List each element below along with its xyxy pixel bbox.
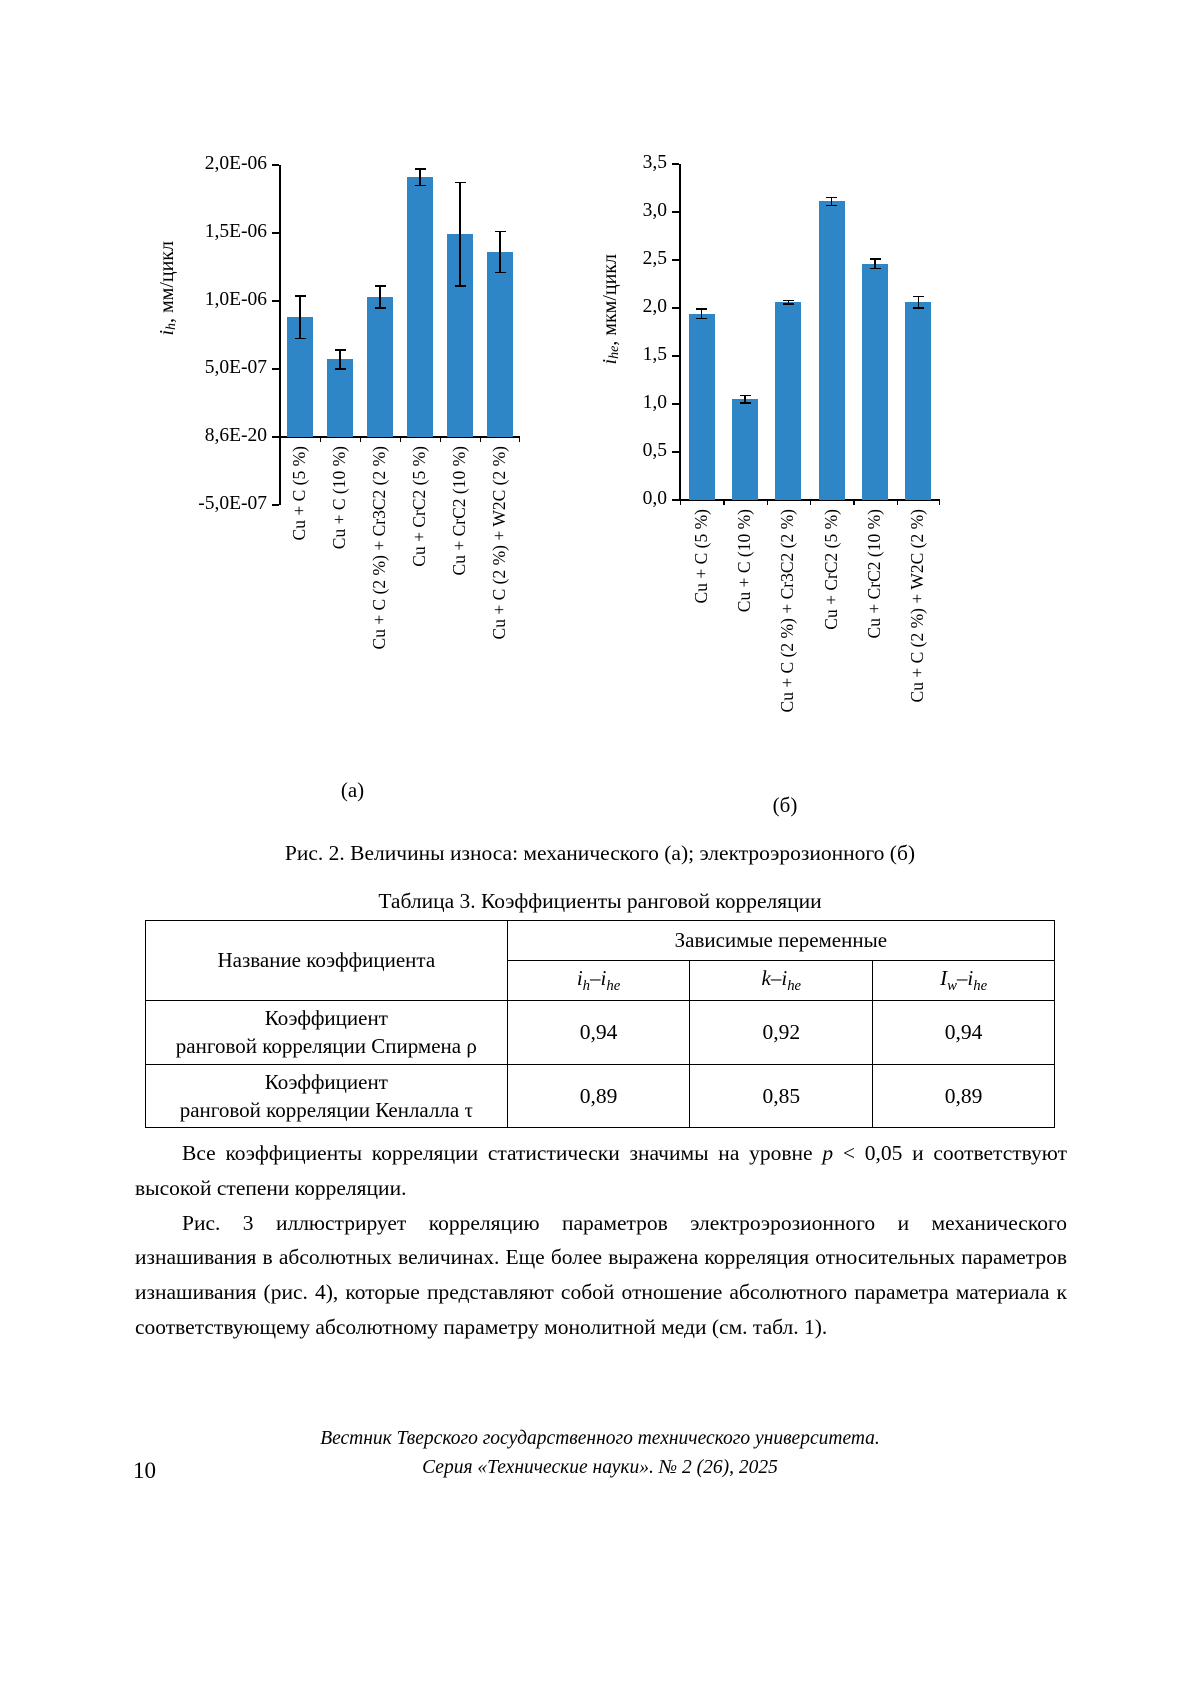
coefficient-name: Коэффициент ранговой корреляции Спирмена ρ xyxy=(146,1001,508,1065)
y-tick-label: 2,0 xyxy=(642,296,667,317)
error-bar-cap xyxy=(375,307,386,309)
error-bar-cap xyxy=(696,308,707,310)
error-bar-cap xyxy=(335,368,346,370)
table-header-k-ihe: $k-i_{he}$ xyxy=(690,961,873,1001)
table-cell: 0,85 xyxy=(690,1064,873,1128)
table-cell: 0,94 xyxy=(507,1001,690,1065)
error-bar-cap xyxy=(495,231,506,233)
y-tick-mark xyxy=(672,259,679,260)
error-bar xyxy=(419,169,421,185)
error-bar-cap xyxy=(455,285,466,287)
error-bar-cap xyxy=(870,258,881,260)
table-row xyxy=(146,1064,1055,1128)
table-cell: 0,89 xyxy=(873,1064,1055,1128)
y-tick-mark xyxy=(272,300,279,301)
error-bar-cap xyxy=(335,349,346,351)
footer-line-2: Серия «Технические науки». № 2 (26), 2025 xyxy=(422,1457,778,1479)
bar xyxy=(732,399,758,500)
y-tick-label: 3,0 xyxy=(642,200,667,221)
error-bar-cap xyxy=(826,197,837,199)
error-bar xyxy=(499,232,501,273)
chart-mechanical-wear xyxy=(150,155,555,803)
bar xyxy=(327,359,353,437)
error-bar xyxy=(459,183,461,286)
y-tick-label: 2,5 xyxy=(642,248,667,269)
y-tick-label: 2,0E-06 xyxy=(204,153,267,174)
y-tick-label: 1,0 xyxy=(642,392,667,413)
footer-line-1: Вестник Тверского государственного технического университета. xyxy=(320,1428,880,1449)
x-tick-mark xyxy=(480,437,481,442)
category-label: Cu + C (5 %) xyxy=(690,509,711,604)
error-bar-cap xyxy=(826,205,837,207)
x-tick-mark xyxy=(723,500,724,505)
x-tick-mark xyxy=(400,437,401,442)
y-tick-mark xyxy=(272,436,279,437)
x-tick-mark xyxy=(680,500,681,505)
body-text xyxy=(135,1136,1067,1345)
error-bar-cap xyxy=(783,303,794,305)
error-bar-cap xyxy=(740,395,751,397)
bar xyxy=(407,177,433,437)
bar xyxy=(487,252,513,437)
y-axis-title: $i_h$, мм/цикл xyxy=(156,241,179,336)
bar xyxy=(905,302,931,500)
x-tick-mark xyxy=(519,437,520,442)
error-bar xyxy=(299,296,301,338)
chart-electroerosion-wear xyxy=(585,150,985,818)
table-cell: 0,94 xyxy=(873,1001,1055,1065)
error-bar-cap xyxy=(375,285,386,287)
error-bar-cap xyxy=(696,318,707,320)
y-tick-mark xyxy=(672,163,679,164)
plot-area xyxy=(280,165,520,650)
y-tick-mark xyxy=(272,164,279,165)
y-tick-label: 0,0 xyxy=(642,488,667,509)
paragraph-1: Все коэффициенты корреляции статистически значимы на уровне p < 0,05 и соответствуют высокой степени корреляции. xyxy=(135,1141,1067,1200)
y-tick-mark xyxy=(272,504,279,505)
error-bar-cap xyxy=(295,295,306,297)
table-header-iw-ihe: $I_w-i_{he}$ xyxy=(873,961,1055,1001)
x-tick-mark xyxy=(280,437,281,442)
error-bar-cap xyxy=(913,307,924,309)
coefficient-name: Коэффициент ранговой корреляции Кенлалла τ xyxy=(146,1064,508,1128)
y-tick-label: 0,5 xyxy=(642,440,667,461)
x-tick-mark xyxy=(897,500,898,505)
error-bar xyxy=(918,296,920,308)
category-label: Cu + C (2 %) + W2C (2 %) xyxy=(907,509,928,703)
category-label: Cu + CrC2 (10 %) xyxy=(864,509,884,639)
y-axis-line xyxy=(279,165,281,505)
y-tick-label: 5,0E-07 xyxy=(204,357,267,378)
y-tick-label: 3,5 xyxy=(642,152,667,173)
error-bar-cap xyxy=(295,338,306,340)
error-bar-cap xyxy=(455,182,466,184)
table-header-ih-ihe: $i_h-i_{he}$ xyxy=(507,961,690,1001)
error-bar-cap xyxy=(415,168,426,170)
y-tick-mark xyxy=(272,232,279,233)
correlation-table xyxy=(145,920,1055,1128)
category-label: Cu + C (10 %) xyxy=(329,446,349,550)
category-label: Cu + C (2 %) + Cr3C2 (2 %) xyxy=(777,509,798,713)
bar xyxy=(689,314,715,500)
figure-panel-label-a: (а) xyxy=(340,778,365,802)
bar xyxy=(775,302,801,500)
error-bar xyxy=(379,286,381,308)
category-label: Cu + C (2 %) + W2C (2 %) xyxy=(489,446,509,640)
error-bar xyxy=(339,350,341,369)
y-tick-mark xyxy=(672,403,679,404)
y-tick-label: 1,0E-06 xyxy=(204,289,267,310)
error-bar-cap xyxy=(415,185,426,187)
y-tick-mark xyxy=(672,451,679,452)
table-cell: 0,92 xyxy=(690,1001,873,1065)
y-tick-label: -5,0E-07 xyxy=(198,493,267,514)
table-caption: Таблица 3. Коэффициенты ранговой корреляции xyxy=(378,889,822,913)
x-tick-mark xyxy=(810,500,811,505)
table-row xyxy=(146,1001,1055,1065)
error-bar-cap xyxy=(913,296,924,298)
y-axis-line xyxy=(679,164,681,500)
x-tick-mark xyxy=(767,500,768,505)
table-header-group: Зависимые переменные xyxy=(507,921,1054,961)
error-bar-cap xyxy=(495,272,506,274)
y-tick-mark xyxy=(272,368,279,369)
paragraph-2: Рис. 3 иллюстрирует корреляцию параметров электроэрозионного и механического изнашивания в абсолютных величинах. Еще более выражена корреляция относительных параметров изнашивания (рис. 4), которые представляют собой отношение абсолютного параметра материала к соответствующему абсолютному параметру монолитной меди (см. табл. 1). xyxy=(135,1210,1067,1340)
error-bar-cap xyxy=(783,300,794,302)
bar xyxy=(367,297,393,437)
y-tick-mark xyxy=(672,211,679,212)
table-cell: 0,89 xyxy=(507,1064,690,1128)
x-tick-mark xyxy=(939,500,940,505)
bar xyxy=(819,201,845,500)
y-tick-label: 1,5 xyxy=(642,344,667,365)
journal-footer xyxy=(0,1424,1200,1483)
x-tick-mark xyxy=(320,437,321,442)
x-tick-mark xyxy=(360,437,361,442)
y-tick-mark xyxy=(672,499,679,500)
figure-panel-label-b: (б) xyxy=(772,793,798,817)
page-number: 10 xyxy=(133,1458,156,1483)
y-axis-title: $i_{he}$, мкм/цикл xyxy=(599,254,622,365)
figure-caption: Рис. 2. Величины износа: механического (а); электроэрозионного (б) xyxy=(284,841,916,865)
table-header-name: Название коэффициента xyxy=(146,921,508,1001)
category-label: Cu + CrC2 (5 %) xyxy=(820,509,841,630)
plot-area xyxy=(680,164,940,713)
y-tick-mark xyxy=(672,355,679,356)
category-label: Cu + C (5 %) xyxy=(289,446,309,541)
category-label: Cu + C (10 %) xyxy=(734,509,754,613)
error-bar-cap xyxy=(740,402,751,404)
error-bar-cap xyxy=(870,268,881,270)
category-label: Cu + C (2 %) + Cr3C2 (2 %) xyxy=(369,446,389,650)
category-label: Cu + CrC2 (10 %) xyxy=(449,446,469,576)
y-tick-label: 1,5E-06 xyxy=(204,221,267,242)
y-tick-label: 8,6E-20 xyxy=(204,425,267,446)
category-label: Cu + CrC2 (5 %) xyxy=(409,446,429,567)
y-tick-mark xyxy=(672,307,679,308)
x-tick-mark xyxy=(853,500,854,505)
bar xyxy=(862,264,888,500)
x-tick-mark xyxy=(440,437,441,442)
